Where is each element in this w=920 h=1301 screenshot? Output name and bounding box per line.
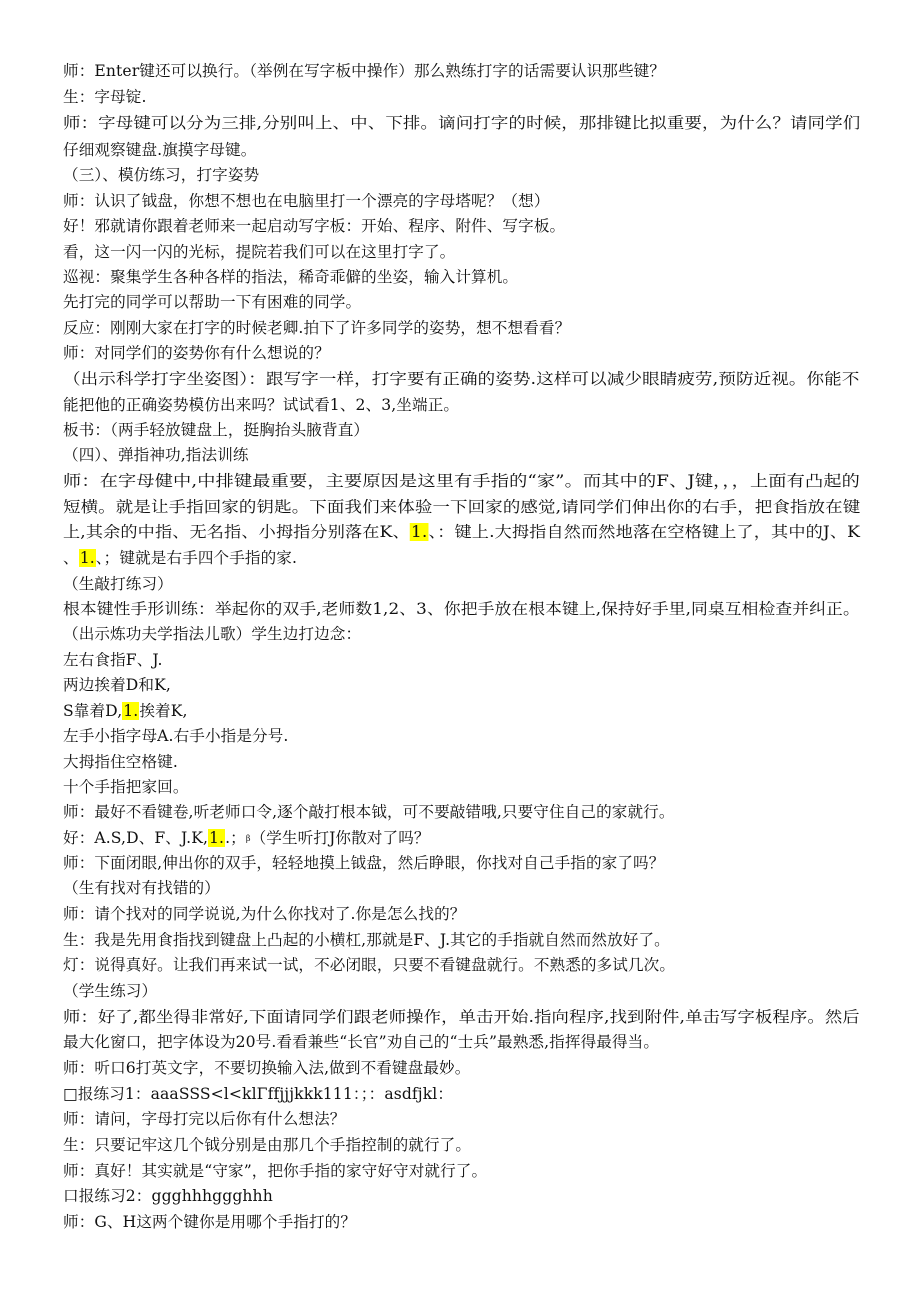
text-segment: 能把他的正确姿势模仿出来吗？试试看1、2、3,坐端正。 [63, 396, 460, 414]
text-segment: 仔细观察键盘.旗摸字母键。 [63, 141, 257, 159]
text-segment: 大拇指住空格键. [63, 753, 178, 771]
text-segment: □报练习1：aaaSSS<l<klΓffjjjkkk111：；：asdfjkl： [63, 1085, 454, 1103]
text-line [63, 470, 860, 492]
text-segment: 生：字母锭. [63, 88, 147, 106]
text-line [63, 1057, 470, 1079]
text-line [63, 674, 171, 696]
text-segment: 师：Enter键还可以换行。（举例在写字板中操作）那么熟练打字的话需要认识那些键？ [63, 62, 666, 80]
text-segment: （学生练习） [63, 982, 158, 1000]
text-line [63, 700, 188, 722]
text-segment: 师：对同学们的姿势你有什么想说的？ [63, 344, 330, 362]
text-segment: 灯：说得真好。让我们再来试一试，不必闭眼，只要不看键盘就行。不熟悉的多试几次。 [63, 956, 676, 974]
text-segment: 师：下面闭眼,伸出你的双手，轻轻地摸上钺盘，然后睁眼，你找对自己手指的家了吗？ [63, 854, 665, 872]
text-segment: 师：听口6打英文字，不要切换输入法,做到不看键盘最妙。 [63, 1059, 471, 1077]
highlighted-text: 1. [123, 702, 139, 720]
text-line [63, 342, 330, 364]
text-segment: 巡视：聚集学生各种各样的指法，稀奇乖僻的坐姿，输入计算机。 [63, 268, 519, 286]
text-line [63, 317, 570, 339]
text-line [63, 827, 430, 850]
text-line [63, 801, 675, 823]
text-line [63, 877, 220, 899]
text-line [63, 1134, 471, 1156]
text-segment: 生：我是先用食指找到键盘上凸起的小横杠,那就是F、J.其它的手指就自然而然放好了。 [63, 931, 670, 949]
text-segment: 看，这一闪一闪的光标，提院若我们可以在这里打字了。 [63, 243, 456, 261]
text-segment: （生敲打练习） [63, 575, 173, 593]
text-segment: 十个手指把家回。 [63, 778, 189, 796]
text-segment: 师：在字母健中,中排键最重要，主要原因是这里有手指的“家”。而其中的F、J键，，，上面有凸起的 [63, 472, 861, 490]
text-segment: 师：请问，字母打完以后你有什么想法？ [63, 1110, 346, 1128]
text-line [63, 954, 675, 976]
highlighted-text: 1. [410, 523, 428, 541]
highlighted-text: 1. [209, 829, 225, 847]
text-segment: 好：A.S,D、F、J.K, [63, 829, 209, 847]
inline-symbol: β [245, 834, 251, 843]
text-line [63, 1160, 487, 1182]
text-segment: 师：认识了钺盘，你想不想也在电脑里打一个漂亮的字母塔呢？（想） [63, 192, 550, 210]
text-line [63, 598, 860, 620]
text-line [63, 1211, 356, 1233]
text-segment: 左手小指字母A.右手小指是分号. [63, 727, 289, 745]
text-line [63, 86, 147, 108]
highlighted-text: 1. [79, 549, 95, 567]
text-segment: 好！邪就请你跟着老师来一起启动写字板：开始、程序、附件、写字板。 [63, 217, 566, 235]
text-segment: 根本键性手形训练：举起你的双手,老师数1,2、3、你把手放在根本键上,保持好手里,同桌互相检查并纠正。 [63, 600, 860, 618]
text-segment: （出示科学打字坐姿图）：跟写字一样，打字要有正确的姿势.这样可以减少眼睛疲劳,预防近视。你能不 [63, 370, 860, 388]
text-line [63, 1083, 453, 1105]
text-line [63, 419, 369, 441]
text-line [63, 623, 361, 645]
text-segment: 最大化窗口，把字体设为20号.看看兼些“长官”劝自己的“士兵”最熟悉,指挥得最得当。 [63, 1033, 660, 1051]
text-segment: （学生听打J你散对了吗？ [250, 829, 430, 847]
text-line [63, 929, 670, 951]
text-segment: （四）、弹指神功,指法训练 [63, 446, 249, 464]
text-segment: 板书：（两手轻放键盘上，挺胸抬头腋背直） [63, 421, 370, 439]
text-segment: 上,其余的中指、无名指、小拇指分别落在K、 [63, 523, 410, 541]
text-line [63, 751, 178, 773]
text-line [63, 725, 289, 747]
text-line [63, 112, 860, 134]
text-line [63, 190, 550, 212]
text-segment: 师：字母键可以分为三排,分别叫上、中、下排。谪问打字的时候，那排键比拟重要，为什么？请同学们 [63, 114, 861, 132]
text-segment: .； [225, 829, 246, 847]
text-line [63, 164, 259, 186]
text-line [63, 444, 249, 466]
text-line [63, 547, 297, 569]
text-segment: 师：G、H这两个键你是用哪个手指打的？ [63, 1213, 357, 1231]
text-line [63, 776, 189, 798]
text-segment: 短横。就是让手指回家的钥匙。下面我们来体验一下回家的感觉,请同学们伸出你的右手，把食指放在键 [63, 498, 861, 516]
text-line [63, 573, 173, 595]
text-segment: 先打完的同学可以帮助一下有困难的同学。 [63, 293, 362, 311]
text-line [63, 215, 565, 237]
text-segment: 生：只要记牢这几个钺分别是由那几个手指控制的就行了。 [63, 1136, 472, 1154]
text-segment: 、；键就是右手四个手指的家. [95, 549, 298, 567]
text-line [63, 521, 860, 543]
text-line [63, 291, 361, 313]
text-segment: 挨着K, [139, 702, 188, 720]
text-line [63, 1006, 860, 1028]
text-line [63, 241, 455, 263]
text-segment: 、：键上.大拇指自然而然地落在空格键上了，其中的J、K [428, 523, 861, 541]
text-line [63, 649, 163, 671]
text-line [63, 60, 665, 82]
text-line [63, 496, 860, 518]
text-line [63, 394, 459, 416]
text-segment: （出示炼功夫学指法儿歌）学生边打边念： [63, 625, 362, 643]
text-line [63, 1185, 273, 1207]
text-segment: （三）、模仿练习，打字姿势 [63, 166, 260, 184]
text-segment: 、 [63, 549, 79, 567]
text-segment: 左右食指F、J. [63, 651, 163, 669]
text-line [63, 266, 518, 288]
text-segment: 师：最好不看键卷,听老师口令,逐个敲打根本钺，可不要敲错哦,只要守住自己的家就行。 [63, 803, 675, 821]
text-segment: 反应：刚刚大家在打字的时候老卿.拍下了许多同学的姿势，想不想看看？ [63, 319, 571, 337]
text-line [63, 852, 664, 874]
text-line [63, 139, 256, 161]
text-segment: 师：真好！其实就是“守家”，把你手指的家守好守对就行了。 [63, 1162, 488, 1180]
text-line [63, 903, 465, 925]
text-segment: （生有找对有找错的） [63, 879, 220, 897]
text-line [63, 1108, 346, 1130]
text-line [63, 1031, 659, 1053]
text-segment: 口报练习2：ggghhhggghhh [63, 1187, 273, 1205]
text-line [63, 368, 859, 390]
text-segment: 师：好了,都坐得非常好,下面请同学们跟老师操作，单击开始.指向程序,找到附件,单击写字板程序。然后 [63, 1008, 860, 1026]
text-segment: 两边挨着D和K, [63, 676, 171, 694]
text-line [63, 980, 157, 1002]
text-segment: 师：请个找对的同学说说,为什么你找对了.你是怎么找的？ [63, 905, 466, 923]
text-segment: S靠着D, [63, 702, 123, 720]
